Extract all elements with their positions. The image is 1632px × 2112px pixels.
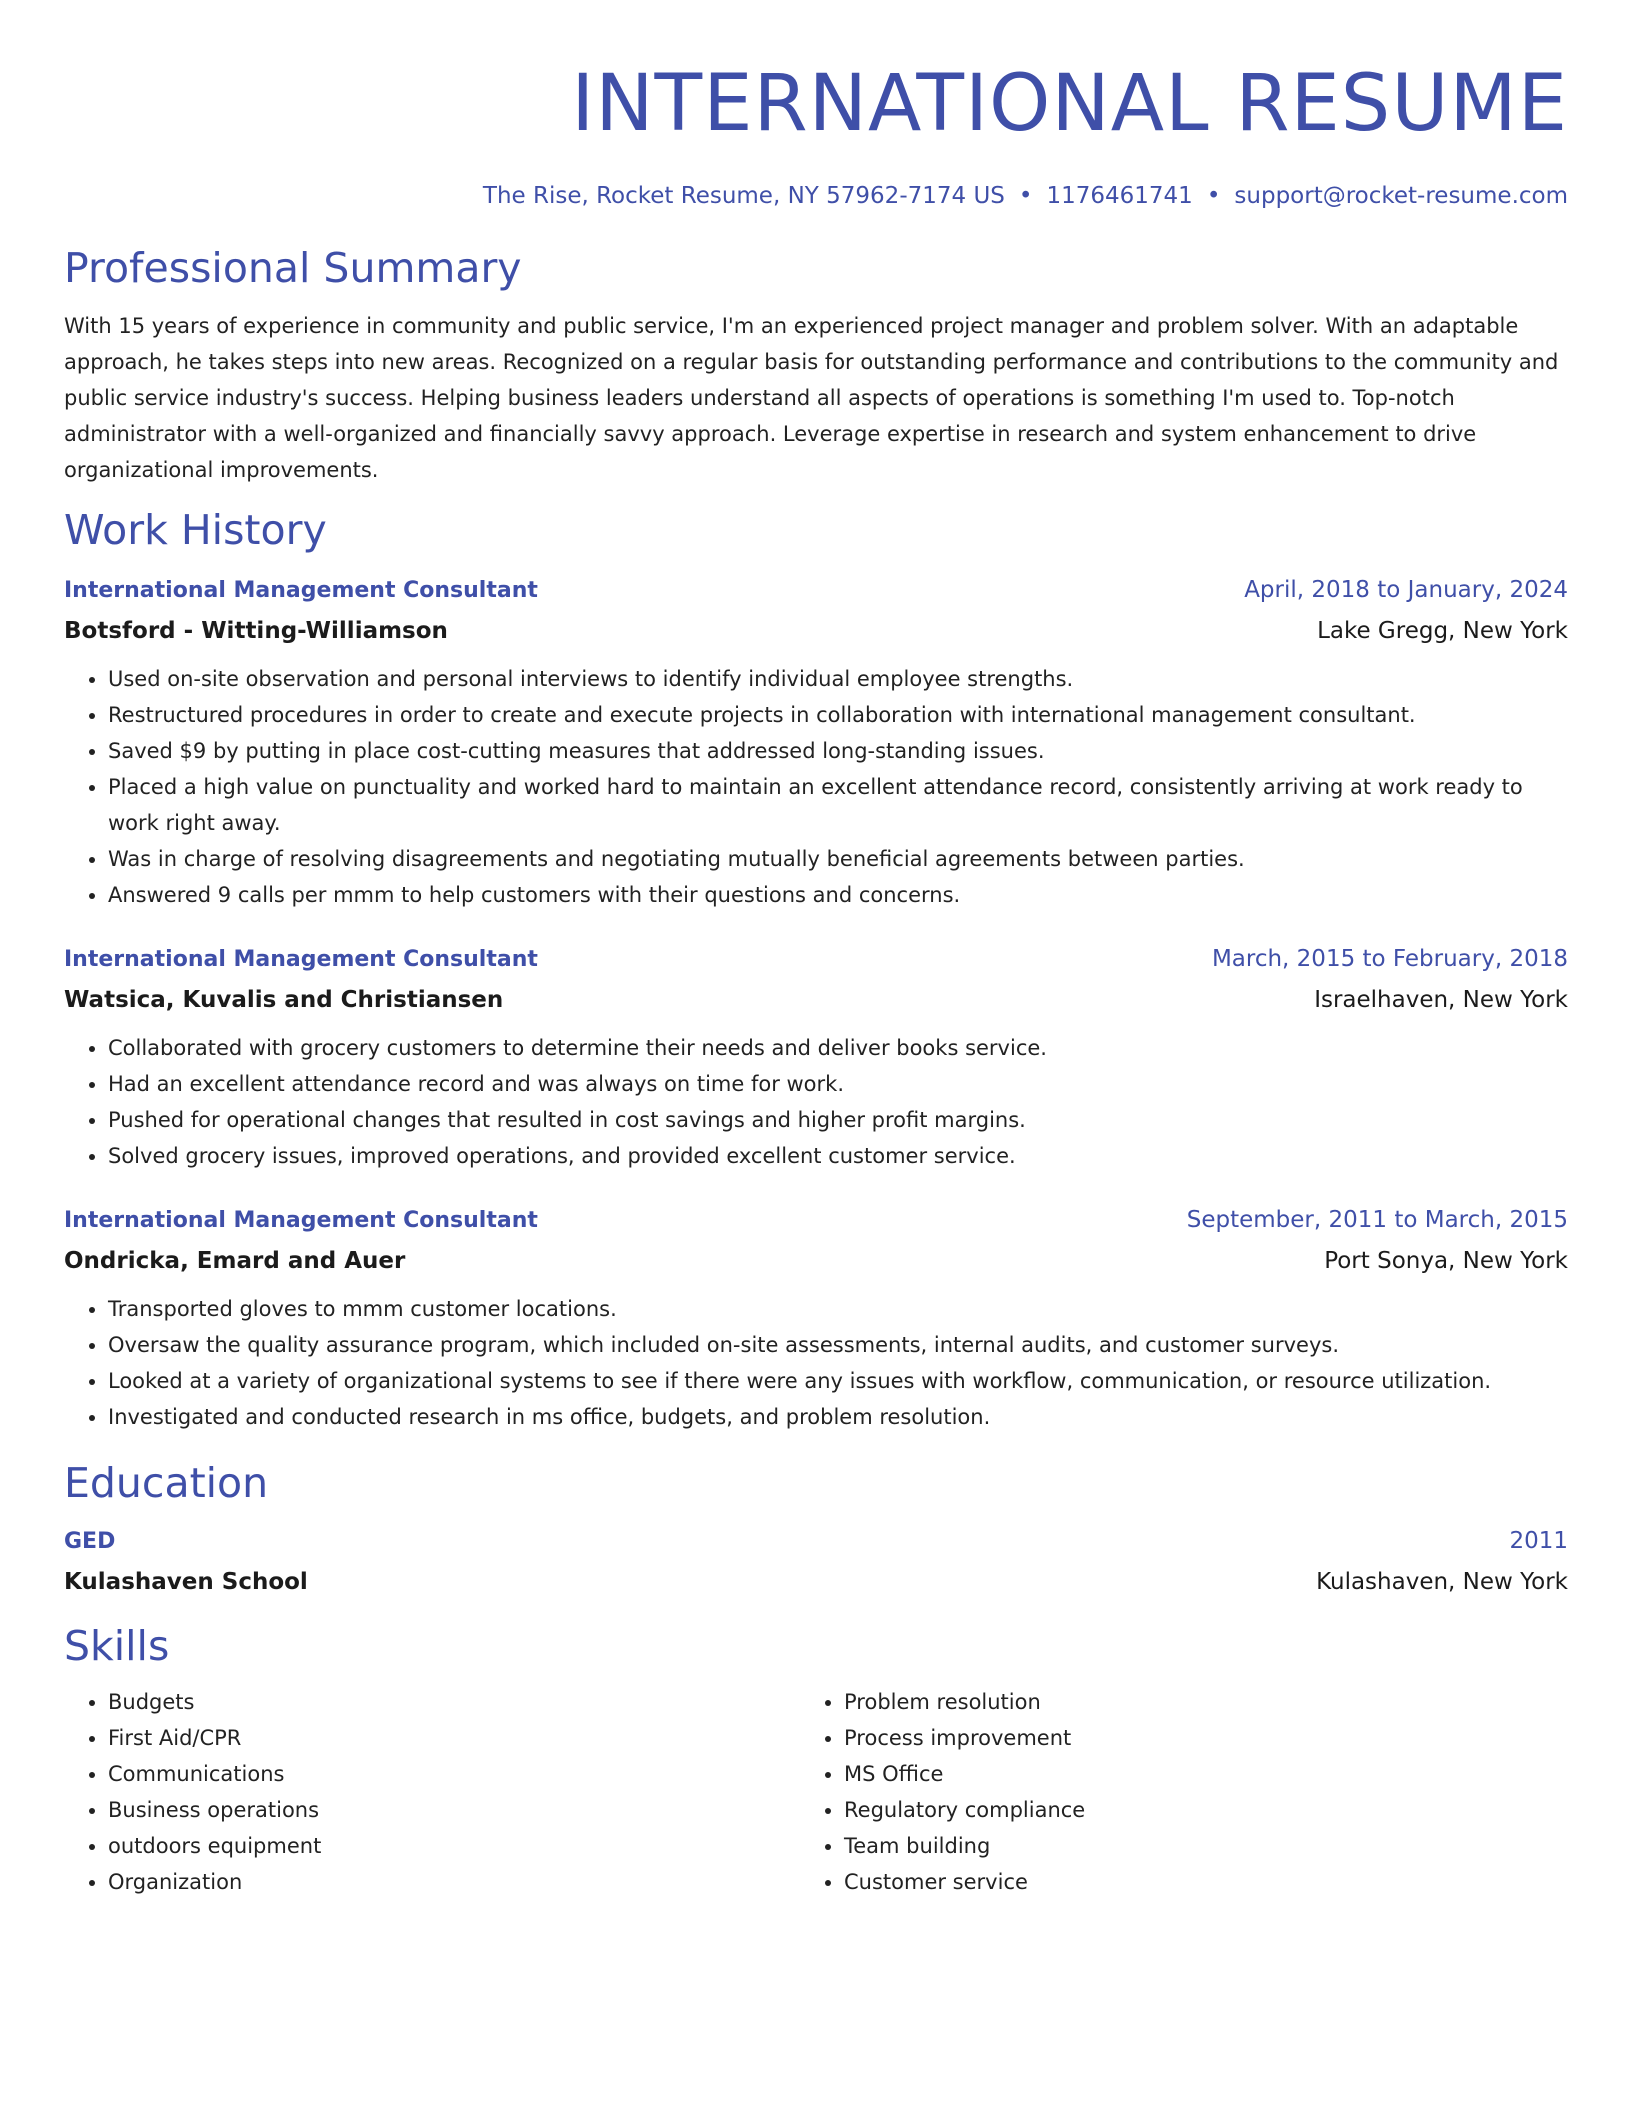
list-item: • Process improvement: [844, 1720, 1536, 1756]
job-bullets: [64, 1291, 1568, 1435]
list-item: • Had an excellent attendance record and was always on time for work.: [108, 1066, 1568, 1102]
skills-column-right: [800, 1684, 1536, 1900]
job-company: Ondricka, Emard and Auer: [64, 1248, 406, 1274]
list-item: • Saved $9 by putting in place cost-cutting measures that addressed long-standing issues.: [108, 733, 1568, 769]
job-location: Israelhaven, New York: [1314, 987, 1568, 1013]
education-school: Kulashaven School: [64, 1569, 308, 1595]
contact-separator: •: [1018, 183, 1033, 209]
skills-column-left: [64, 1684, 800, 1900]
list-item: • Looked at a variety of organizational systems to see if there were any issues with workflow, communication, or resource utilization.: [108, 1363, 1568, 1399]
list-item: • Restructured procedures in order to create and execute projects in collaboration with international management consultant.: [108, 697, 1568, 733]
education-year: 2011: [1509, 1528, 1568, 1554]
job-dates: April, 2018 to January, 2024: [1244, 577, 1568, 603]
list-item: • Problem resolution: [844, 1684, 1536, 1720]
education-location: Kulashaven, New York: [1316, 1569, 1568, 1595]
job-role: International Management Consultant: [64, 1208, 538, 1233]
job-dates: September, 2011 to March, 2015: [1186, 1207, 1568, 1233]
job-dates: March, 2015 to February, 2018: [1211, 946, 1568, 972]
summary-heading: Professional Summary: [64, 244, 522, 292]
list-item: • outdoors equipment: [108, 1828, 800, 1864]
job-entry: [64, 1200, 1568, 1435]
skills-list: [64, 1684, 1568, 1900]
list-item: • MS Office: [844, 1756, 1536, 1792]
job-bullets: [64, 1030, 1568, 1174]
list-item: • Collaborated with grocery customers to determine their needs and deliver books service.: [108, 1030, 1568, 1066]
job-role: International Management Consultant: [64, 578, 538, 603]
contact-separator: •: [1206, 183, 1221, 209]
contact-address: The Rise, Rocket Resume, NY 57962-7174 US: [482, 183, 1005, 209]
resume-title: INTERNATIONAL RESUME: [571, 59, 1568, 149]
list-item: • Organization: [108, 1864, 800, 1900]
list-item: • Solved grocery issues, improved operations, and provided excellent customer service.: [108, 1138, 1568, 1174]
list-item: • Oversaw the quality assurance program, which included on-site assessments, internal audits, and customer surveys.: [108, 1327, 1568, 1363]
job-location: Lake Gregg, New York: [1317, 618, 1568, 644]
job-location: Port Sonya, New York: [1324, 1248, 1568, 1274]
contact-phone: 1176461741: [1046, 183, 1193, 209]
list-item: • Budgets: [108, 1684, 800, 1720]
list-item: • Customer service: [844, 1864, 1536, 1900]
list-item: • Placed a high value on punctuality and worked hard to maintain an excellent attendance record, consistently arriving at work ready to work right away.: [108, 769, 1568, 841]
summary-text: With 15 years of experience in community and public service, I'm an experienced project manager and problem solver. With an adaptable approach, he takes steps into new areas. Recognized on a regular basis for outstanding performance and contributions to the community and public service industry's success. Helping business leaders understand all aspects of operations is something I'm used to. Top-notch administrator with a well-organized and financially savvy approach. Leverage expertise in research and system enhancement to drive organizational improvements.: [64, 314, 1559, 482]
education-heading: Education: [64, 1459, 269, 1507]
list-item: • Communications: [108, 1756, 800, 1792]
job-entry: [64, 939, 1568, 1174]
job-company: Botsford - Witting-Williamson: [64, 618, 448, 644]
list-item: • Was in charge of resolving disagreements and negotiating mutually beneficial agreements between parties.: [108, 841, 1568, 877]
list-item: • Team building: [844, 1828, 1536, 1864]
job-company: Watsica, Kuvalis and Christiansen: [64, 987, 504, 1013]
list-item: • First Aid/CPR: [108, 1720, 800, 1756]
list-item: • Regulatory compliance: [844, 1792, 1536, 1828]
skills-heading: Skills: [64, 1622, 170, 1670]
contact-email[interactable]: support@rocket-resume.com: [1234, 183, 1568, 209]
contact-line: [64, 180, 1568, 212]
job-bullets: [64, 661, 1568, 913]
list-item: • Used on-site observation and personal interviews to identify individual employee strengths.: [108, 661, 1568, 697]
list-item: • Investigated and conducted research in ms office, budgets, and problem resolution.: [108, 1399, 1568, 1435]
job-role: International Management Consultant: [64, 947, 538, 972]
education-entry: [64, 1521, 1568, 1602]
list-item: • Pushed for operational changes that resulted in cost savings and higher profit margins.: [108, 1102, 1568, 1138]
list-item: • Transported gloves to mmm customer locations.: [108, 1291, 1568, 1327]
list-item: • Business operations: [108, 1792, 800, 1828]
work-history-heading: Work History: [64, 506, 327, 554]
job-entry: [64, 570, 1568, 913]
education-degree: GED: [64, 1529, 116, 1554]
list-item: • Answered 9 calls per mmm to help customers with their questions and concerns.: [108, 877, 1568, 913]
